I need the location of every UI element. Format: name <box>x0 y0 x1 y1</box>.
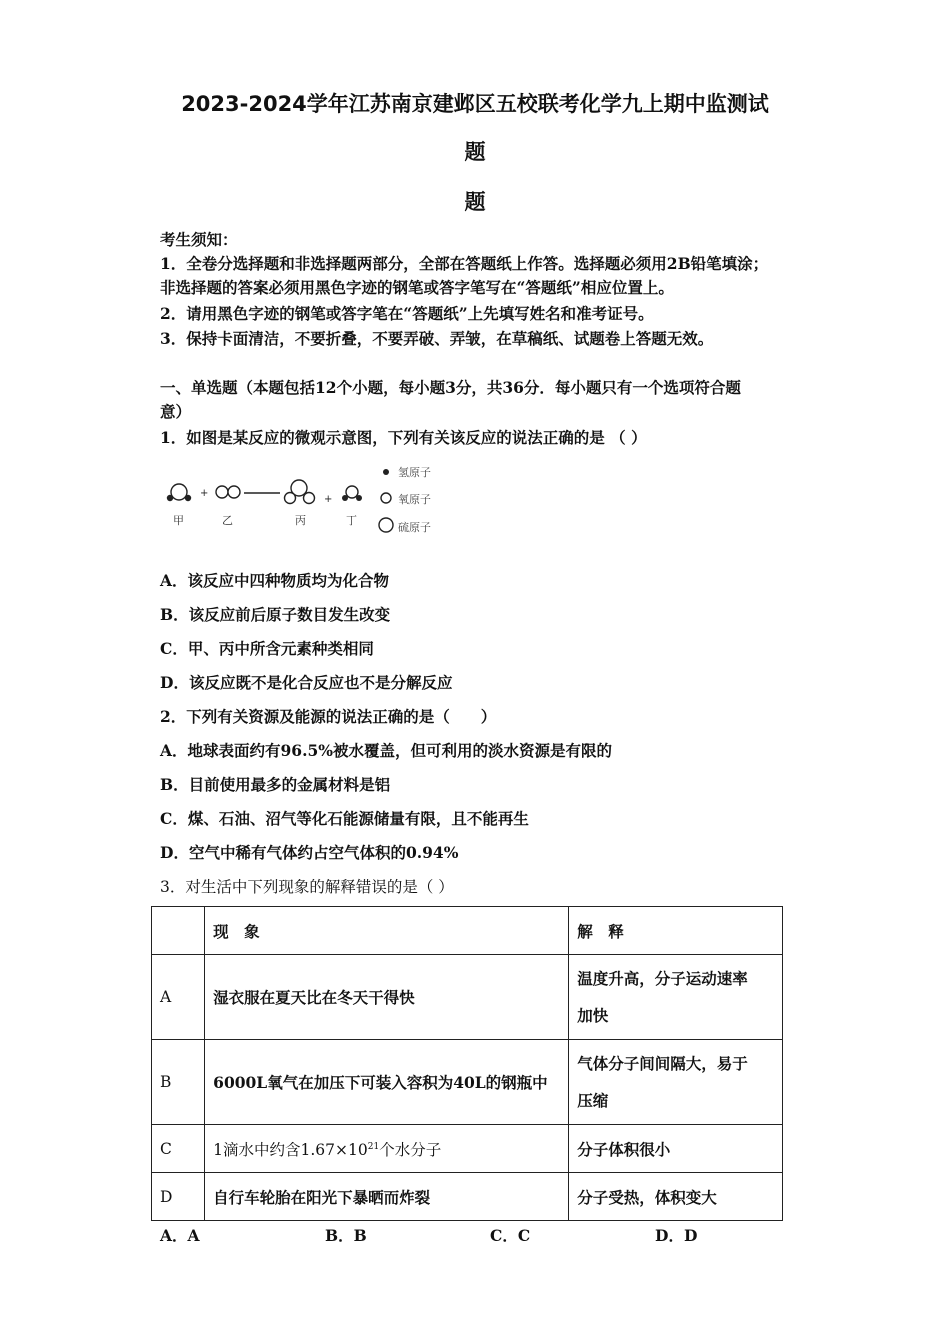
molecule-ding <box>342 486 362 501</box>
legend-oxygen: 氧原子 <box>398 493 431 506</box>
label-yi: 乙 <box>222 514 233 527</box>
row-explanation: 分子体积很小 <box>569 1125 783 1173</box>
row-phenomenon-exponent: 21 <box>367 1141 380 1152</box>
label-ding: 丁 <box>346 514 357 527</box>
table-row <box>152 955 783 1040</box>
notice-item-3: 3．保持卡面清洁，不要折叠，不要弄破、弄皱，在草稿纸、试题卷上答题无效。 <box>160 329 714 348</box>
row-phenomenon <box>205 1125 569 1173</box>
table-header-empty <box>152 907 205 955</box>
row-explanation: 分子受热，体积变大 <box>569 1173 783 1221</box>
legend-hydrogen-symbol <box>383 469 389 475</box>
table-header-row <box>152 907 783 955</box>
notice-item-1b: 非选择题的答案必须用黑色字迹的钢笔或答字笔写在“答题纸”相应位置上。 <box>160 278 674 297</box>
q3-option-a: A．A <box>160 1226 200 1245</box>
q1-stem: 1．如图是某反应的微观示意图，下列有关该反应的说法正确的是 （ ） <box>160 428 647 447</box>
table-row <box>152 1173 783 1221</box>
q2-option-c: C．煤、石油、沼气等化石能源储量有限，且不能再生 <box>160 809 529 828</box>
q2-option-b: B．目前使用最多的金属材料是铝 <box>160 775 391 794</box>
section-heading-b: 意） <box>160 402 192 421</box>
q3-option-c: C．C <box>490 1226 531 1245</box>
row-key: A <box>152 955 205 1040</box>
molecule-yi <box>216 486 240 498</box>
section-heading-a: 一、单选题（本题包括12个小题，每小题3分，共36分．每小题只有一个选项符合题 <box>160 378 741 397</box>
notice-item-1a: 1．全卷分选择题和非选择题两部分，全部在答题纸上作答。选择题必须用2B铅笔填涂； <box>160 254 769 273</box>
exam-title-line3: 题 <box>464 190 486 214</box>
q3-table <box>151 906 783 1221</box>
table-row <box>152 1040 783 1125</box>
q1-option-c: C．甲、丙中所含元素种类相同 <box>160 639 374 658</box>
row-phenomenon-post: 个水分子 <box>379 1140 442 1159</box>
q3-option-b: B．B <box>325 1226 367 1245</box>
molecule-bing <box>285 480 315 504</box>
row-explanation-line1: 温度升高，分子运动速率 <box>577 969 748 988</box>
exam-title-line2: 题 <box>464 140 486 164</box>
legend-hydrogen: 氢原子 <box>398 466 431 479</box>
label-jia: 甲 <box>173 514 184 527</box>
label-bing: 丙 <box>295 514 306 527</box>
row-explanation <box>569 1040 783 1125</box>
notice-heading: 考生须知： <box>160 230 238 249</box>
q3-option-d: D．D <box>655 1226 698 1245</box>
notice-item-2: 2．请用黑色字迹的钢笔或答字笔在“答题纸”上先填写姓名和准考证号。 <box>160 304 654 323</box>
reaction-diagram <box>160 462 460 542</box>
q2-stem: 2．下列有关资源及能源的说法正确的是（ ） <box>160 707 497 726</box>
row-key: B <box>152 1040 205 1125</box>
row-phenomenon: 自行车轮胎在阳光下暴晒而炸裂 <box>205 1173 569 1221</box>
row-phenomenon-pre: 1滴水中约含1.67×10 <box>213 1140 368 1159</box>
row-explanation-line1: 气体分子间间隔大，易于 <box>577 1054 748 1073</box>
svg-text:+: + <box>324 494 333 505</box>
table-row <box>152 1125 783 1173</box>
q3-stem: 3．对生活中下列现象的解释错误的是（ ） <box>160 878 454 896</box>
legend-sulfur-symbol <box>379 518 393 532</box>
q1-option-d: D．该反应既不是化合反应也不是分解反应 <box>160 673 453 692</box>
svg-text:+: + <box>200 488 209 499</box>
molecule-jia <box>167 484 191 501</box>
row-explanation-line2: 压缩 <box>577 1091 609 1110</box>
q1-option-b: B．该反应前后原子数目发生改变 <box>160 605 391 624</box>
row-key: C <box>152 1125 205 1173</box>
table-header-phenomenon: 现 象 <box>205 907 569 955</box>
row-phenomenon: 湿衣服在夏天比在冬天干得快 <box>205 955 569 1040</box>
q2-option-d: D．空气中稀有气体约占空气体积的0.94% <box>160 843 459 862</box>
row-explanation <box>569 955 783 1040</box>
legend-sulfur: 硫原子 <box>398 521 431 534</box>
q2-option-a: A．地球表面约有96.5%被水覆盖，但可利用的淡水资源是有限的 <box>160 741 613 760</box>
row-phenomenon: 6000L氧气在加压下可装入容积为40L的钢瓶中 <box>205 1040 569 1125</box>
row-explanation-line2: 加快 <box>577 1006 609 1025</box>
legend-oxygen-symbol <box>381 493 391 503</box>
table-header-explanation: 解 释 <box>569 907 783 955</box>
q1-option-a: A．该反应中四种物质均为化合物 <box>160 571 390 590</box>
row-key: D <box>152 1173 205 1221</box>
exam-title-line1: 2023-2024学年江苏南京建邺区五校联考化学九上期中监测试 <box>181 92 769 116</box>
